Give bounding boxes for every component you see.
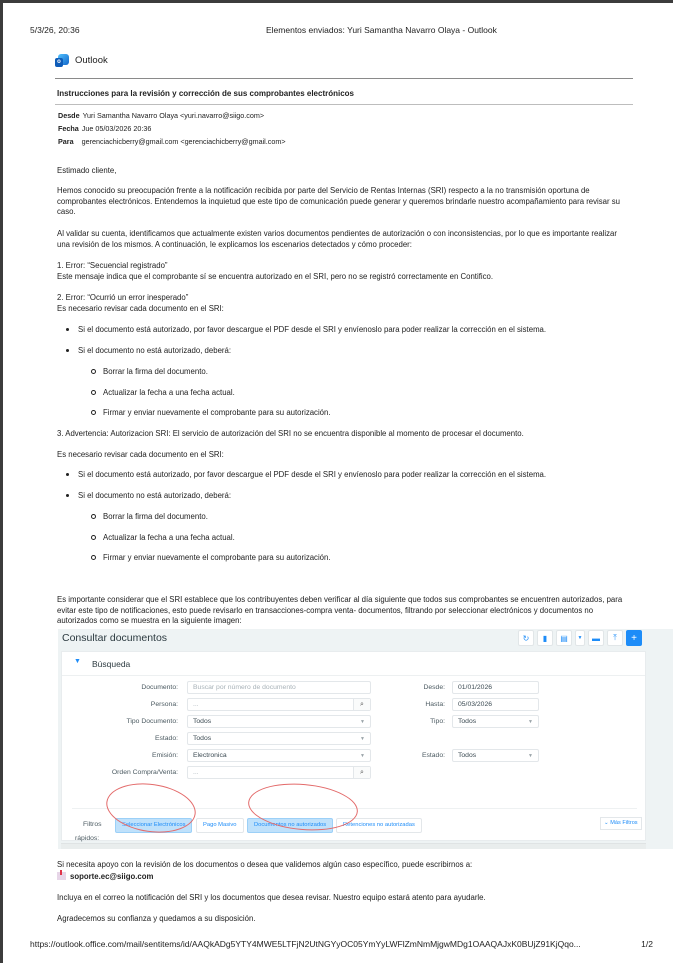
paragraph-3: Es importante considerar que el SRI establece que los contribuyentes deben verificar al día siguiente que todos sus comprobantes se encuentren autorizados, para evitar este tipo de notificaciones, esto puede revisarlo en transacciones-compra venta- documentos, filtrando por seleccionar electrónicos y documentos no autorizados como se muestra en la siguiente imagen: — [57, 595, 623, 626]
list-item: Si el documento no está autorizado, deberá: — [78, 346, 232, 355]
search-panel-header[interactable] — [62, 652, 645, 676]
orden-value: ... — [193, 769, 199, 776]
chevron-down-icon[interactable]: ▼ — [74, 658, 81, 665]
page-number: 1/2 — [641, 939, 653, 949]
chevron-down-icon: ⌄ — [604, 820, 611, 826]
email-from — [58, 111, 264, 120]
outlook-brand — [55, 54, 108, 67]
support-email-link[interactable]: soporte.ec@siigo.com — [70, 872, 154, 881]
results-table-header — [61, 843, 646, 849]
divider — [55, 78, 633, 79]
trash-icon[interactable]: ▬ — [588, 630, 604, 646]
search-icon[interactable]: ⌕ — [353, 699, 370, 710]
persona-value: ... — [193, 701, 199, 708]
brand-name: Outlook — [75, 55, 108, 66]
error-1-text: Este mensaje indica que el comprobante sí se encuentra autorizado en el SRI, pero no se registró correctamente en Contifico. — [57, 272, 494, 281]
search-icon[interactable]: ⌕ — [353, 767, 370, 778]
emision-value: Electronica — [193, 752, 227, 759]
estado-select[interactable] — [187, 732, 371, 745]
paragraph-1: Hemos conocido su preocupación frente a la notificación recibida por parte del Servicio de Rentas Internas (SRI) respecto a la no transmisión oportuna de comprobantes electrónicos. Entendemos la inquietud que este tipo de comunicación puede generar y queremos brindarle nuestro acompañamiento para revisar su caso. — [57, 186, 621, 217]
warning-3-title: 3. Advertencia: Autorizacion SRI: El servicio de autorización del SRI no se encuentra disponible al momento de procesar el documento. — [57, 429, 524, 438]
tipo-documento-value: Todos — [193, 718, 212, 725]
estado2-select[interactable] — [452, 749, 539, 762]
documento-input[interactable]: Buscar por número de documento — [187, 681, 371, 694]
tipo-select[interactable] — [452, 715, 539, 728]
from-value: Yuri Samantha Navarro Olaya <yuri.navarro@siigo.com> — [82, 111, 265, 120]
sub-list-item: Borrar la firma del documento. — [103, 512, 208, 521]
chevron-down-icon: ▼ — [528, 753, 533, 759]
email-subject: Instrucciones para la revisión y corrección de sus comprobantes electrónicos — [57, 89, 354, 98]
chevron-down-icon: ▼ — [360, 736, 365, 742]
desde-input[interactable]: 01/01/2026 — [452, 681, 539, 694]
estado2-label: Estado: — [421, 752, 445, 759]
persona-label: Persona: — [150, 701, 178, 708]
estado-value: Todos — [193, 735, 212, 742]
from-label: Desde — [58, 111, 80, 120]
search-section-title: Búsqueda — [92, 659, 131, 669]
list-item: Si el documento está autorizado, por favor descargue el PDF desde el SRI y envíenoslo para poder realizar la corrección en el sistema. — [78, 470, 547, 479]
sub-list-item: Firmar y enviar nuevamente el comprobante para su autorización. — [103, 553, 331, 562]
email-date — [58, 124, 151, 133]
upload-icon[interactable]: ⤒ — [607, 630, 623, 646]
print-title: Elementos enviados: Yuri Samantha Navarro Olaya - Outlook — [266, 25, 497, 35]
mail-icon — [57, 872, 66, 880]
quick-filters-label: Filtros — [83, 821, 102, 828]
chevron-down-icon: ▼ — [360, 719, 365, 725]
error-2-text: Es necesario revisar cada documento en el SRI: — [57, 304, 224, 313]
more-filters-label: Más Filtros — [610, 820, 638, 826]
error-1-title: 1. Error: “Secuencial registrado” — [57, 261, 168, 270]
list-item: Si el documento está autorizado, por favor descargue el PDF desde el SRI y envíenoslo para poder realizar la corrección en el sistema. — [78, 325, 547, 334]
chevron-down-icon: ▼ — [360, 753, 365, 759]
chevron-down-icon: ▼ — [528, 719, 533, 725]
date-value: Jue 05/03/2026 20:36 — [81, 124, 152, 133]
orden-input[interactable] — [187, 766, 371, 779]
more-filters-button[interactable] — [600, 817, 642, 830]
quick-filter-documentos-no-autorizados[interactable]: Documentos no autorizados — [247, 818, 333, 833]
refresh-icon[interactable]: ↻ — [518, 630, 534, 646]
paragraph-4: Si necesita apoyo con la revisión de los documentos o desea que validemos algún caso específico, puede escribirnos a: — [57, 860, 473, 869]
quick-filters-label: rápidos: — [75, 835, 100, 842]
warning-3-text: Es necesario revisar cada documento en el SRI: — [57, 450, 224, 459]
list-item: Si el documento no está autorizado, deberá: — [78, 491, 232, 500]
estado-label: Estado: — [154, 735, 178, 742]
greeting: Estimado cliente, — [57, 166, 117, 175]
print-url: https://outlook.office.com/mail/sentitems/id/AAQkADg5YTY4MWE5LTFjN2UtNGYyOC05YmYyLWFlZmNmMjgwMDg1OAAQAJxK0BUjZ91KjQqo... — [30, 939, 581, 949]
hasta-input[interactable]: 05/03/2026 — [452, 698, 539, 711]
quick-filter-seleccionar-electronicos[interactable]: Seleccionar Electrónicos — [115, 818, 192, 833]
quick-filter-pago-masivo[interactable]: Pago Masivo — [196, 818, 244, 833]
email-to — [58, 137, 286, 146]
tipo-label: Tipo: — [430, 718, 445, 725]
orden-label: Orden Compra/Venta: — [111, 769, 178, 776]
paragraph-2: Al validar su cuenta, identificamos que actualmente existen varios documentos pendientes de autorización o con inconsistencias, por lo que es importante realizar una revisión de los mismos. A continuación, le explicamos los escenarios detectados y cómo proceder: — [57, 229, 617, 249]
sub-list-item: Borrar la firma del documento. — [103, 367, 208, 376]
desde-label: Desde: — [423, 684, 445, 691]
to-label: Para — [58, 137, 74, 146]
error-2-title: 2. Error: “Ocurrió un error inesperado” — [57, 293, 189, 302]
divider — [55, 104, 633, 105]
tipo-documento-label: Tipo Documento: — [126, 718, 178, 725]
estado2-value: Todos — [458, 752, 477, 759]
file-download-icon[interactable]: ▤ — [556, 630, 572, 646]
date-label: Fecha — [58, 124, 79, 133]
sub-list-item: Actualizar la fecha a una fecha actual. — [103, 388, 235, 397]
sub-list-item: Actualizar la fecha a una fecha actual. — [103, 533, 235, 542]
quick-filter-retenciones-no-autorizadas[interactable]: Retenciones no autorizadas — [336, 818, 422, 833]
support-email[interactable] — [57, 872, 632, 883]
paragraph-5: Incluya en el correo la notificación del SRI y los documentos que desea revisar. Nuestro equipo estará atento para ayudarle. — [57, 893, 486, 902]
plus-icon[interactable]: + — [626, 630, 642, 646]
hasta-label: Hasta: — [425, 701, 445, 708]
app-title: Consultar documentos — [62, 632, 168, 644]
chevron-down-icon[interactable]: ▼ — [575, 630, 585, 646]
paragraph-6: Agradecemos su confianza y quedamos a su disposición. — [57, 914, 256, 923]
print-page — [3, 3, 673, 963]
app-toolbar — [518, 630, 642, 646]
embedded-app-screenshot — [58, 629, 673, 849]
documento-label: Documento: — [141, 684, 178, 691]
emision-label: Emisión: — [151, 752, 178, 759]
to-value: gerenciachicberry@gmail.com <gerenciachicberry@gmail.com> — [81, 137, 286, 146]
print-date: 5/3/26, 20:36 — [30, 25, 80, 35]
outlook-logo-icon: o — [55, 54, 69, 67]
copy-icon[interactable]: ▮ — [537, 630, 553, 646]
sub-list-item: Firmar y enviar nuevamente el comprobante para su autorización. — [103, 408, 331, 417]
tipo-value: Todos — [458, 718, 477, 725]
